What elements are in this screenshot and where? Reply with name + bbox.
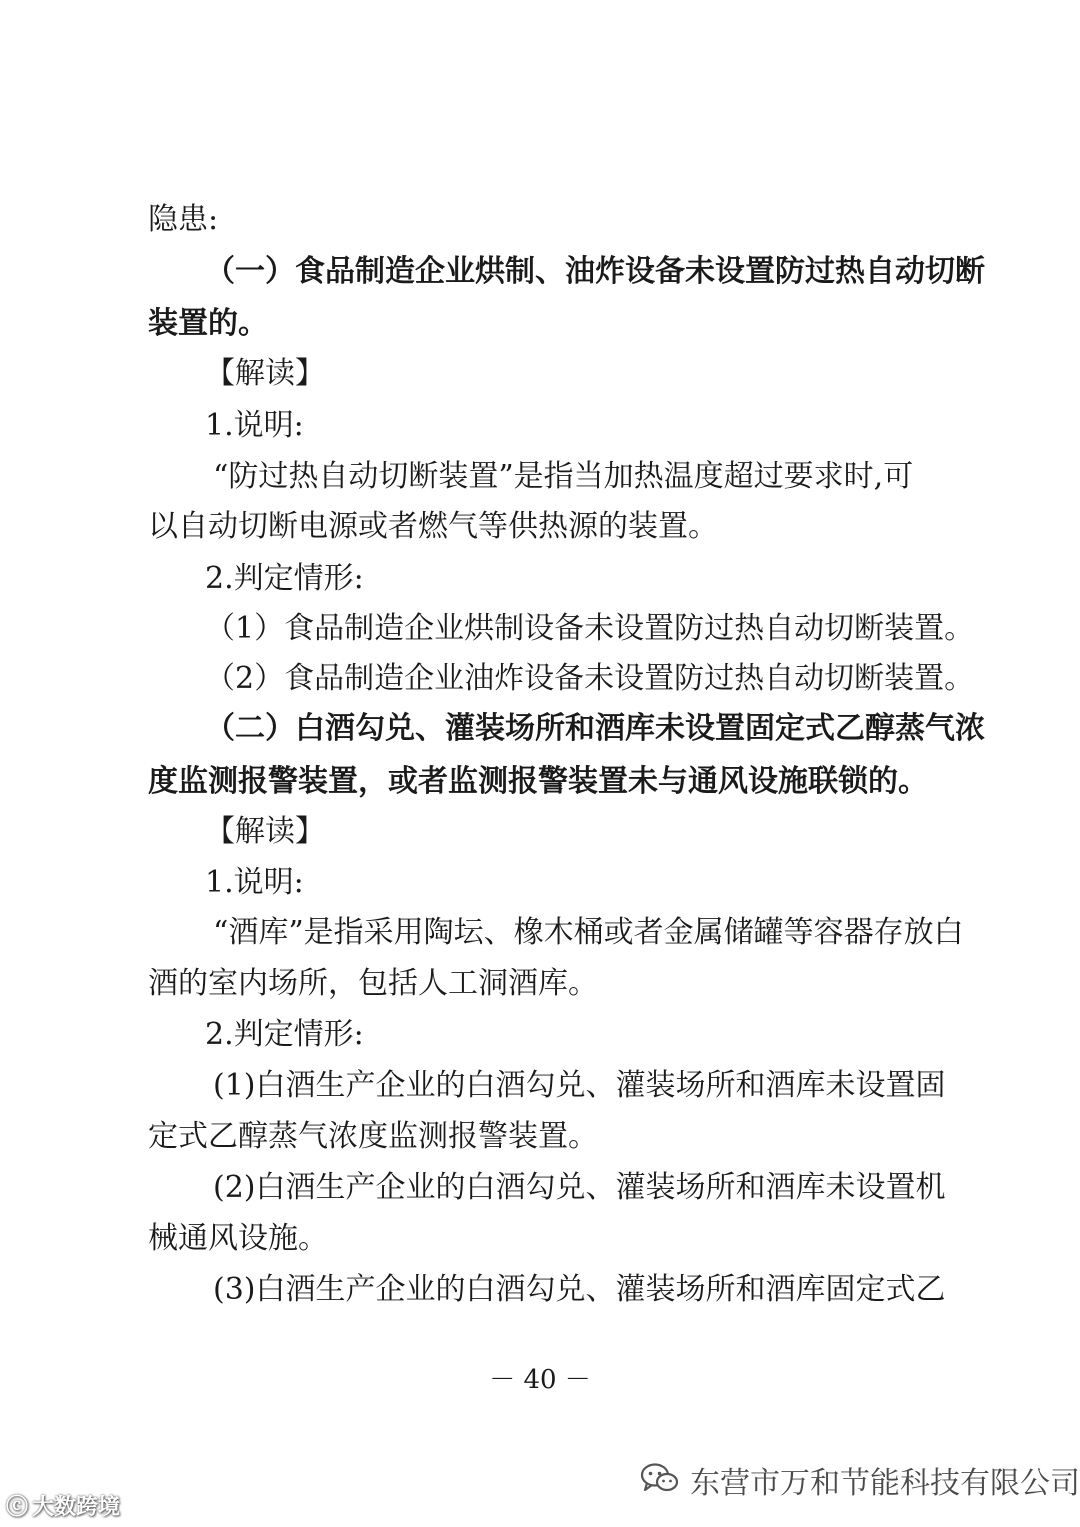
text-line: “防过热自动切断装置”是指当加热温度超过要求时,可 bbox=[213, 459, 914, 494]
section-heading-1: （一）食品制造企业烘制、油炸设备未设置防过热自动切断 bbox=[205, 254, 985, 289]
subheading-explanation: 1.说明: bbox=[205, 408, 304, 443]
subheading-criteria: 2.判定情形: bbox=[205, 1017, 364, 1052]
watermark-company-name: 东营市万和节能科技有限公司 bbox=[690, 1466, 1080, 1501]
section-heading-1-cont: 装置的。 bbox=[148, 306, 268, 341]
wechat-icon bbox=[640, 1461, 680, 1499]
interpretation-label: 【解读】 bbox=[205, 814, 325, 849]
criteria-item: (1)白酒生产企业的白酒勾兑、灌装场所和酒库未设置固 bbox=[213, 1068, 946, 1103]
wechat-watermark bbox=[640, 1458, 1080, 1502]
criteria-item: (3)白酒生产企业的白酒勾兑、灌装场所和酒库固定式乙 bbox=[213, 1272, 946, 1307]
criteria-item-cont: 定式乙醇蒸气浓度监测报警装置。 bbox=[148, 1119, 598, 1154]
subheading-criteria: 2.判定情形: bbox=[205, 561, 364, 596]
section-heading-2-cont: 度监测报警装置，或者监测报警装置未与通风设施联锁的。 bbox=[148, 764, 928, 799]
site-watermark bbox=[6, 1490, 120, 1520]
text-line: 以自动切断电源或者燃气等供热源的装置。 bbox=[148, 509, 718, 544]
watermark-badge-icon: ⓒ bbox=[6, 1494, 29, 1520]
section-heading-2: （二）白酒勾兑、灌装场所和酒库未设置固定式乙醇蒸气浓 bbox=[205, 711, 985, 746]
page-number: － 40 － bbox=[489, 1365, 591, 1395]
criteria-item-cont: 械通风设施。 bbox=[148, 1221, 328, 1256]
criteria-item: （1）食品制造企业烘制设备未设置防过热自动切断装置。 bbox=[205, 611, 975, 646]
criteria-item: (2)白酒生产企业的白酒勾兑、灌装场所和酒库未设置机 bbox=[213, 1170, 946, 1205]
text-line: 酒的室内场所，包括人工洞酒库。 bbox=[148, 966, 598, 1001]
criteria-item: （2）食品制造企业油炸设备未设置防过热自动切断装置。 bbox=[205, 661, 975, 696]
interpretation-label: 【解读】 bbox=[205, 356, 325, 391]
text-line: 隐患: bbox=[148, 202, 219, 237]
watermark-site-name: 大数跨境 bbox=[32, 1494, 121, 1520]
text-line: “酒库”是指采用陶坛、橡木桶或者金属储罐等容器存放白 bbox=[213, 915, 964, 950]
subheading-explanation: 1.说明: bbox=[205, 865, 304, 900]
